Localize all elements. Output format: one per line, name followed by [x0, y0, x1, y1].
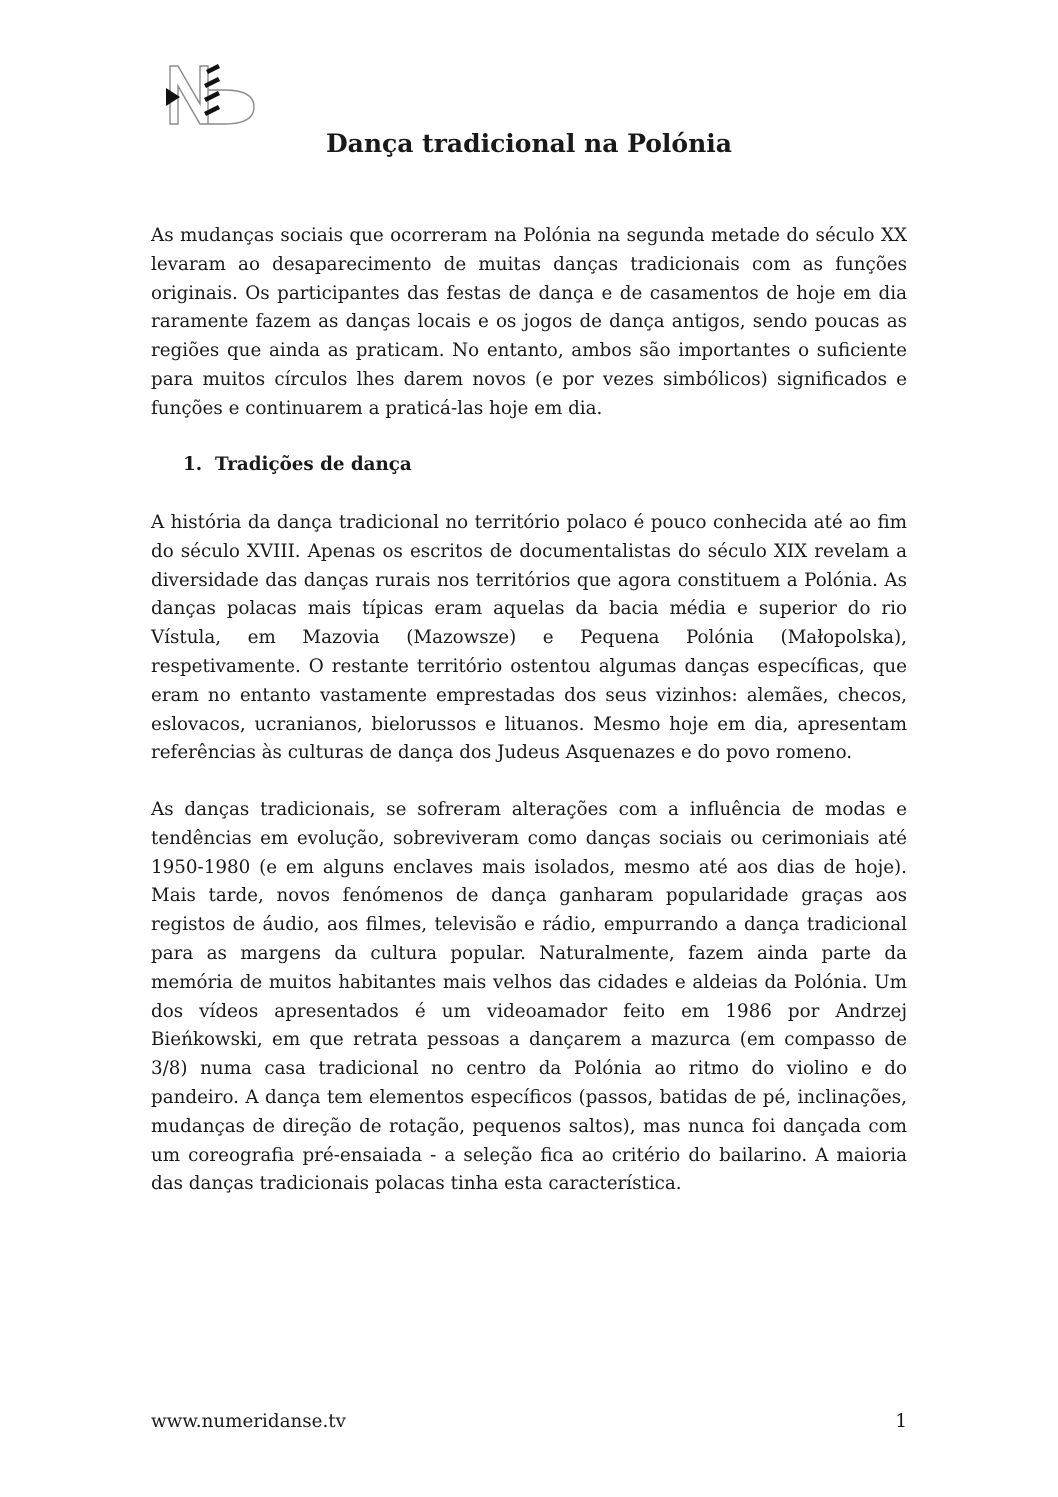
- section-heading-block: [151, 451, 907, 480]
- intro-paragraph: As mudanças sociais que ocorreram na Polónia na segunda metade do século XX levaram ao desaparecimento de muitas danças tradicionais com as funções originais. Os participantes das festas de dança e de casamentos de hoje em dia raramente fazem as danças locais e os jogos de dança antigos, sendo poucas as regiões que ainda as praticam. No entanto, ambos são importantes o suficiente para muitos círculos lhes darem novos (e por vezes simbólicos) significados e funções e continuarem a praticá-las hoje em dia.: [151, 225, 907, 419]
- document-title: Dança tradicional na Polónia: [326, 129, 732, 158]
- section-number: 1.: [183, 454, 203, 475]
- section-paragraph: As danças tradicionais, se sofreram alterações com a influência de modas e tendências em evolução, sobreviveram como danças sociais ou cerimoniais até 1950-1980 (e em alguns enclaves mais isolados, mesmo até aos dias de hoje). Mais tarde, novos fenómenos de dança ganharam popularidade graças aos registos de áudio, aos filmes, televisão e rádio, empurrando a dança tradicional para as margens da cultura popular. Naturalmente, fazem ainda parte da memória de muitos habitantes mais velhos das cidades e aldeias da Polónia. Um dos vídeos apresentados é um videoamador feito em 1986 por Andrzej Bieńkowski, em que retrata pessoas a dançarem a mazurca (em compasso de 3/8) numa casa tradicional no centro da Polónia ao ritmo do violino e do pandeiro. A dança tem elementos específicos (passos, batidas de pé, inclinações, mudanças de direção de rotação, pequenos saltos), mas nunca foi dançada com um coreografia pré-ensaiada - a seleção fica ao critério do bailarino. A maioria das danças tradicionais polacas tinha esta característica.: [151, 799, 907, 1195]
- numeridanse-nd-logo-icon: [162, 64, 260, 126]
- page-number: 1: [895, 1411, 907, 1432]
- section-paragraph-block-2: [151, 796, 907, 1199]
- section-paragraph-block-1: [151, 509, 907, 768]
- intro-paragraph-block: [151, 222, 907, 424]
- footer-url: www.numeridanse.tv: [151, 1411, 346, 1432]
- section-heading-text: Tradições de dança: [215, 454, 412, 475]
- section-paragraph: A história da dança tradicional no território polaco é pouco conhecida até ao fim do século XVIII. Apenas os escritos de documentalistas do século XIX revelam a diversidade das danças rurais nos territórios que agora constituem a Polónia. As danças polacas mais típicas eram aquelas da bacia média e superior do rio Vístula, em Mazovia (Mazowsze) e Pequena Polónia (Małopolska), respetivamente. O restante território ostentou algumas danças específicas, que eram no entanto vastamente emprestadas dos seus vizinhos: alemães, checos, eslovacos, ucranianos, bielorussos e lituanos. Mesmo hoje em dia, apresentam referências às culturas de dança dos Judeus Asquenazes e do povo romeno.: [151, 512, 907, 764]
- section-heading: [151, 451, 907, 480]
